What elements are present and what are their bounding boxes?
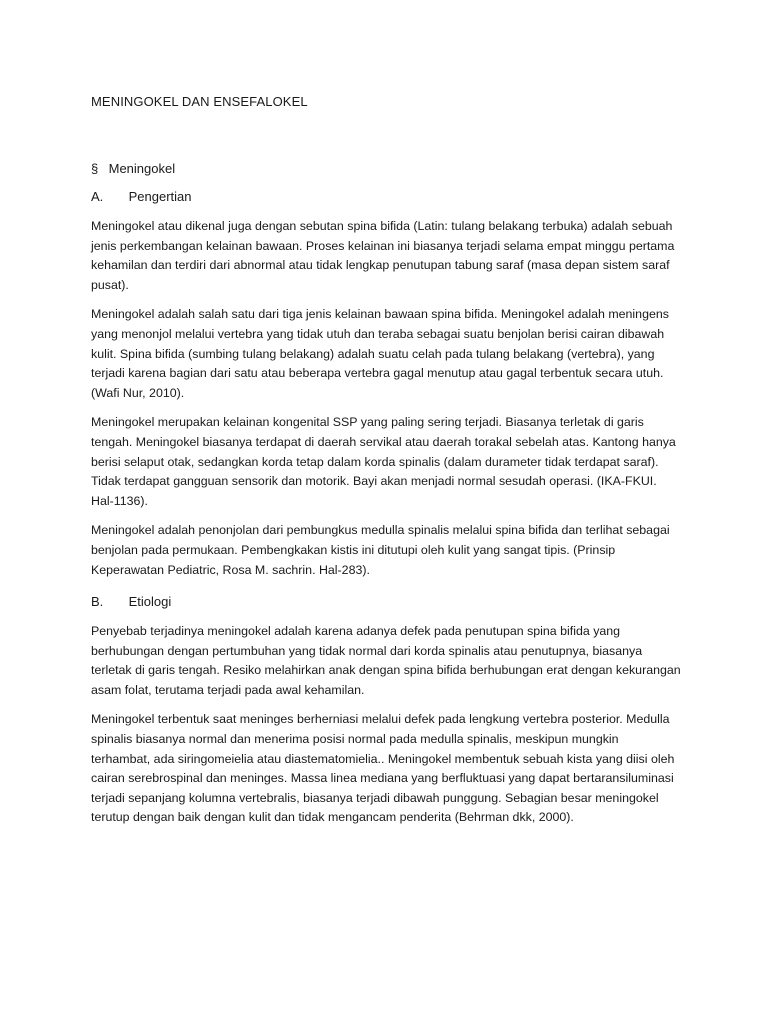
subsection-heading-etiologi bbox=[91, 594, 688, 610]
subsection-label: Pengertian bbox=[128, 189, 192, 204]
section-heading-meningokel bbox=[91, 161, 688, 177]
paragraph: Meningokel terbentuk saat meninges berherniasi melalui defek pada lengkung vertebra posterior. Medulla spinalis biasanya normal dan menerima posisi normal pada medulla spinalis, meskipun mungkin terhambat, ada siringomeielia atau diastematomielia.. Meningokel membentuk sebuah kista yang diisi oleh cairan serebrospinal dan meninges. Massa linea mediana yang berfluktuasi yang dapat bertaransiluminasi terjadi sepanjang kolumna vertebralis, biasanya terjadi dibawah punggung. Sebagian besar meningokel terutup dengan baik dengan kulit dan tidak mengancam penderita (Behrman dkk, 2000). bbox=[91, 712, 675, 825]
subsection-heading-pengertian bbox=[91, 189, 688, 205]
subsection-label: Etiologi bbox=[128, 594, 172, 610]
paragraph: Meningokel merupakan kelainan kongenital SSP yang paling sering terjadi. Biasanya terletak di garis tengah. Meningokel biasanya terdapat di daerah servikal atau daerah torakal sebelah atas. Kantong hanya berisi selaput otak, sedangkan korda tetap dalam korda spinalis (dalam durameter tidak terdapat saraf). Tidak terdapat gangguan sensorik dan motorik. Bayi akan menjadi normal sesudah operasi. (IKA-FKUI. Hal-1136). bbox=[91, 415, 676, 508]
document-title: MENINGOKEL DAN ENSEFALOKEL bbox=[91, 94, 308, 109]
section-mark: § bbox=[91, 161, 99, 176]
paragraph: Penyebab terjadinya meningokel adalah karena adanya defek pada penutupan spina bifida yang berhubungan dengan pertumbuhan yang tidak normal dari korda spinalis atau penutupnya, biasanya terletak di garis tengah. Resiko melahirkan anak dengan spina bifida berhubungan erat dengan kekurangan asam folat, terutama terjadi pada awal kehamilan. bbox=[91, 624, 681, 697]
section-label: Meningokel bbox=[108, 161, 176, 176]
subsection-letter: A. bbox=[91, 189, 104, 204]
subsection-letter: B. bbox=[91, 594, 104, 610]
paragraph: Meningokel adalah salah satu dari tiga jenis kelainan bawaan spina bifida. Meningokel adalah meningens yang menonjol melalui vertebra yang tidak utuh dan teraba sebagai suatu benjolan berisi cairan dibawah kulit. Spina bifida (sumbing tulang belakang) adalah suatu celah pada tulang belakang (vertebra), yang terjadi karena bagian dari satu atau beberapa vertebra gagal menutup atau gagal terbentuk secara utuh. (Wafi Nur, 2010). bbox=[91, 307, 669, 400]
paragraph: Meningokel adalah penonjolan dari pembungkus medulla spinalis melalui spina bifida dan terlihat sebagai benjolan pada permukaan. Pembengkakan kistis ini ditutupi oleh kulit yang sangat tipis. (Prinsip Keperawatan Pediatric, Rosa M. sachrin. Hal-283). bbox=[91, 523, 670, 577]
paragraph: Meningokel atau dikenal juga dengan sebutan spina bifida (Latin: tulang belakang terbuka) adalah sebuah jenis perkembangan kelainan bawaan. Proses kelainan ini biasanya terjadi selama empat minggu pertama kehamilan dan terdiri dari abnormal atau tidak lengkap penutupan tabung saraf (masa depan sistem saraf pusat). bbox=[91, 219, 675, 292]
